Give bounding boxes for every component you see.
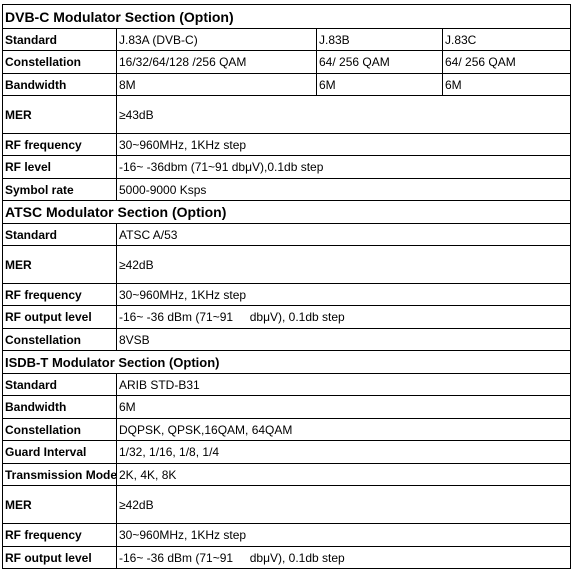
- cell-value: 5000-9000 Ksps: [117, 179, 571, 201]
- cell-value: 6M: [443, 74, 571, 96]
- row-label: Guard Interval: [3, 441, 117, 464]
- cell-value: ≥42dB: [117, 246, 571, 284]
- table-row: [3, 524, 571, 547]
- cell-value: 8VSB: [117, 329, 571, 351]
- cell-value: 30~960MHz, 1KHz step: [117, 284, 571, 306]
- table-row: [3, 329, 571, 351]
- row-label: RF level: [3, 156, 117, 179]
- cell-value: 8M: [117, 74, 317, 96]
- spec-table: [2, 4, 571, 569]
- table-row: [3, 246, 571, 284]
- cell-value: ≥42dB: [117, 486, 571, 524]
- cell-value: J.83B: [317, 29, 443, 51]
- row-label: Constellation: [3, 329, 117, 351]
- row-label: RF output level: [3, 547, 117, 569]
- table-row: [3, 156, 571, 179]
- row-label: Constellation: [3, 51, 117, 74]
- cell-value: 30~960MHz, 1KHz step: [117, 134, 571, 156]
- row-label: MER: [3, 96, 117, 134]
- table-row: [3, 284, 571, 306]
- table-row: [3, 179, 571, 201]
- cell-value: ≥43dB: [117, 96, 571, 134]
- row-label: RF output level: [3, 306, 117, 329]
- cell-value: 16/32/64/128 /256 QAM: [117, 51, 317, 74]
- row-label: Bandwidth: [3, 74, 117, 96]
- cell-value: ATSC A/53: [117, 224, 571, 246]
- cell-value: J.83A (DVB-C): [117, 29, 317, 51]
- row-label: Standard: [3, 29, 117, 51]
- row-label: MER: [3, 486, 117, 524]
- cell-value: -16~ -36dbm (71~91 dbμV),0.1db step: [117, 156, 571, 179]
- table-row: [3, 224, 571, 246]
- section-header-atsc: [3, 201, 571, 224]
- row-label: RF frequency: [3, 134, 117, 156]
- row-label: Symbol rate: [3, 179, 117, 201]
- table-row: [3, 486, 571, 524]
- table-row: [3, 29, 571, 51]
- table-row: [3, 96, 571, 134]
- table-row: [3, 51, 571, 74]
- row-label: RF frequency: [3, 284, 117, 306]
- cell-value: 1/32, 1/16, 1/8, 1/4: [117, 441, 571, 464]
- row-label: Standard: [3, 374, 117, 396]
- cell-value: DQPSK, QPSK,16QAM, 64QAM: [117, 419, 571, 441]
- cell-value: 6M: [117, 396, 571, 419]
- cell-value: 64/ 256 QAM: [317, 51, 443, 74]
- row-label: Constellation: [3, 419, 117, 441]
- table-row: [3, 441, 571, 464]
- section-title-atsc: ATSC Modulator Section (Option): [3, 201, 571, 224]
- cell-value: ARIB STD-B31: [117, 374, 571, 396]
- cell-value: J.83C: [443, 29, 571, 51]
- cell-value: 64/ 256 QAM: [443, 51, 571, 74]
- table-row: [3, 134, 571, 156]
- cell-value: 30~960MHz, 1KHz step: [117, 524, 571, 547]
- section-header-dvbc: [3, 5, 571, 29]
- row-label: RF frequency: [3, 524, 117, 547]
- cell-value: -16~ -36 dBm (71~91 dbμV), 0.1db step: [117, 547, 571, 569]
- cell-value: 2K, 4K, 8K: [117, 464, 571, 486]
- row-label: Standard: [3, 224, 117, 246]
- table-row: [3, 396, 571, 419]
- table-row: [3, 74, 571, 96]
- table-row: [3, 464, 571, 486]
- cell-value: 6M: [317, 74, 443, 96]
- section-header-isdbt: [3, 351, 571, 374]
- section-title-isdbt: ISDB-T Modulator Section (Option): [3, 351, 571, 374]
- table-row: [3, 374, 571, 396]
- row-label: Bandwidth: [3, 396, 117, 419]
- section-title-dvbc: DVB-C Modulator Section (Option): [3, 5, 571, 29]
- table-row: [3, 419, 571, 441]
- cell-value: -16~ -36 dBm (71~91 dbμV), 0.1db step: [117, 306, 571, 329]
- table-row: [3, 547, 571, 569]
- row-label: MER: [3, 246, 117, 284]
- row-label: Transmission Mode: [3, 464, 117, 486]
- table-row: [3, 306, 571, 329]
